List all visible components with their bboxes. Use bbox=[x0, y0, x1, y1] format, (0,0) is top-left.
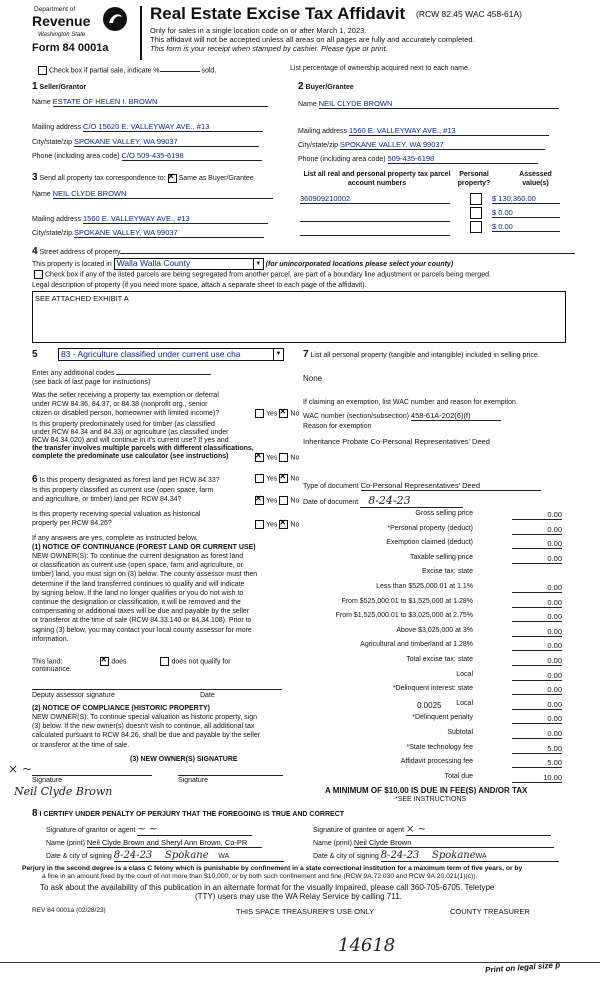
fee-value[interactable]: 0.00 bbox=[512, 700, 562, 710]
forest-yes-checkbox[interactable] bbox=[255, 474, 264, 483]
timber-yes-no: ✕ Yes No bbox=[253, 453, 299, 462]
personal-checkbox-2[interactable] bbox=[470, 207, 482, 219]
timber-q-line5: complete the predominate use calculator (see instructions) bbox=[32, 453, 229, 460]
seller-mail-row: Mailing address C/O 15620 E. VALLEYWAY AVE., #13 bbox=[32, 122, 263, 132]
wac-row: WAC number (section/subsection) 458-61A-202(6)(f) bbox=[303, 411, 501, 421]
forest-no-checkbox[interactable] bbox=[279, 474, 288, 483]
legal-desc-label: Legal description of property (if you need more space, attach a separate sheet to each page of the affidavit). bbox=[32, 282, 367, 289]
grantee-date-row: Date & city of signing 8-24-23 SpokaneWA bbox=[313, 850, 559, 862]
parcel-number-3[interactable] bbox=[300, 226, 450, 236]
historic-q-line2: property per RCW 84.26? bbox=[32, 520, 112, 527]
fee-value[interactable]: 0.00 bbox=[512, 583, 562, 593]
additional-codes-row: Enter any additional codes bbox=[32, 370, 211, 377]
reason-label: Reason for exemption bbox=[303, 423, 372, 430]
fee-label: Taxable selling price bbox=[409, 553, 473, 561]
continuance-line: timber) land, you must sign on (3) below. The county assessor must then bbox=[32, 571, 258, 579]
parcel-number-1[interactable]: 360909210002 bbox=[300, 194, 450, 204]
county-select[interactable]: Walla Walla County ▼ bbox=[114, 258, 264, 270]
continuance-label: continuance. bbox=[32, 666, 72, 673]
parcel-col-header: List all real and personal property tax parcel account numbers bbox=[303, 171, 451, 187]
grantor-date-field[interactable]: 8-24-23 Spokane WA bbox=[114, 850, 284, 862]
assessed-value-1[interactable]: $ 130,360.00 bbox=[492, 194, 560, 204]
continuance-line: by signing below. If the land no longer qualifies or you do not wish to bbox=[32, 589, 244, 597]
new-owner-sig-title: (3) NEW OWNER(S) SIGNATURE bbox=[130, 756, 238, 763]
fee-label: Gross selling price bbox=[415, 510, 473, 517]
section-3-heading: 3 Send all property tax correspondence to:✕ Same as Buyer/Grantee bbox=[32, 172, 254, 183]
fee-value[interactable]: 0.00 bbox=[512, 641, 562, 651]
fee-label: *Delinquent interest: state bbox=[392, 685, 473, 693]
fee-label: Exemption claimed (deduct) bbox=[386, 539, 473, 547]
compliance-line: calculated pursuant to RCW 84.26, shall be due and payable by the seller bbox=[32, 732, 261, 740]
fee-label: Local bbox=[456, 670, 473, 678]
fee-value[interactable]: 0.00 bbox=[512, 525, 562, 535]
partial-sale-label: Check box if partial sale, indicate % bbox=[49, 67, 160, 75]
grantee-sig-row: Signature of grantee or agent × ~ bbox=[313, 824, 551, 836]
continuance-line: or transferor at the time of sale (RCW 84.33.140 or 84.34.108). Prior to bbox=[32, 617, 252, 625]
fee-label: From $525,000.01 to $1,525,000 at 1.28% bbox=[341, 597, 473, 605]
seller-mail-field[interactable]: C/O 15620 E. VALLEYWAY AVE., #13 bbox=[83, 122, 263, 132]
print-legal-note: Print on legal size p bbox=[484, 960, 561, 975]
fee-value[interactable]: 0.00 bbox=[512, 510, 562, 520]
grantor-signature-field[interactable]: ~ ~ bbox=[137, 824, 252, 836]
new-owner-sig-line-1[interactable] bbox=[32, 775, 152, 776]
timber-q-line2: under RCW 84.34 and 84.33) or agriculture (as classified under bbox=[32, 429, 229, 436]
tax-mail-row: Mailing address 1560 E. VALLEYWAY AVE., #13 bbox=[32, 214, 268, 224]
buyer-name-field[interactable]: NEIL CLYDE BROWN bbox=[319, 99, 559, 109]
does-qualify-checkbox[interactable] bbox=[100, 657, 109, 666]
seller-phone-field[interactable]: C/O 509-435-6198 bbox=[122, 151, 262, 161]
segregation-row: Check box if any of the listed parcels are being segregated from another parcel, are part of a boundary line adjustment or parcels being merged. bbox=[32, 270, 491, 279]
grantee-print-row: Name (print) Neil Clyde Brown bbox=[313, 838, 554, 848]
grantor-date-row: Date & city of signing 8-24-23 Spokane WA bbox=[46, 850, 284, 862]
exemption-yes-no: Yes✕ No bbox=[253, 409, 299, 418]
fee-label: Affidavit processing fee bbox=[400, 758, 473, 766]
fee-value[interactable]: 0.00 bbox=[512, 627, 562, 637]
current-use-q-line1: Is this property classified as current use (open space, farm bbox=[32, 487, 214, 494]
see-back-label: (see back of last page for instructions) bbox=[32, 379, 151, 386]
county-treasurer-label: COUNTY TREASURER bbox=[450, 907, 530, 916]
fee-label: *Personal property (deduct) bbox=[387, 524, 473, 532]
street-address-field[interactable] bbox=[120, 253, 575, 254]
continuance-title: (1) NOTICE OF CONTINUANCE (FOREST LAND OR CURRENT USE) bbox=[32, 544, 256, 551]
doc-date-field[interactable]: 8-24-23 bbox=[360, 494, 463, 508]
if-any-yes-note: If any answers are yes, complete as instructed below. bbox=[32, 535, 198, 542]
exemption-yes-checkbox[interactable] bbox=[255, 409, 264, 418]
fee-label: Subtotal bbox=[447, 729, 473, 736]
fee-label: *Delinquent penalty bbox=[412, 714, 473, 722]
historic-yes-no: Yes✕ No bbox=[253, 520, 299, 529]
continuance-line: or classification as current use (open space, farm and agriculture, or bbox=[32, 562, 243, 570]
grantee-signature-field[interactable]: × ~ bbox=[406, 824, 551, 836]
perjury-line-1: Perjury in the second degree is a class C felony which is punishable by confinement in a state correctional institution for a maximum term of five years, or by bbox=[22, 865, 523, 872]
fee-label: *State technology fee bbox=[406, 743, 473, 751]
buyer-phone-row: Phone (including area code) 509-435-6198 bbox=[298, 154, 538, 164]
fee-value[interactable]: 0.00 bbox=[512, 671, 562, 681]
continuance-line: NEW OWNER(S): To continue the current designation as forest land bbox=[32, 553, 244, 560]
buyer-city-row: City/state/zip SPOKANE VALLEY, WA 99037 bbox=[298, 140, 545, 150]
dor-logo bbox=[28, 4, 128, 62]
personal-property-value[interactable]: None bbox=[303, 374, 323, 383]
continuance-line: information. bbox=[32, 635, 69, 643]
fee-value[interactable]: 10.00 bbox=[512, 773, 562, 783]
section-8-heading: 8 I CERTIFY UNDER PENALTY OF PERJURY THAT THE FOREGOING IS TRUE AND CORRECT bbox=[32, 808, 345, 819]
rev-label: REV 84 0001a (02/28/23) bbox=[32, 907, 106, 914]
seller-city-row: City/state/zip SPOKANE VALLEY, WA 99037 bbox=[32, 137, 259, 147]
this-land-row: This land: ✕ does does not qualify for bbox=[32, 657, 231, 666]
doc-date-row: Date of document 8-24-23 bbox=[303, 494, 463, 508]
fee-value[interactable]: 0.00 bbox=[512, 729, 562, 739]
parcel-number-2[interactable] bbox=[300, 212, 450, 222]
doc-type-field[interactable]: Co-Personal Representatives' Deed bbox=[361, 481, 541, 491]
stamp-number: 14618 bbox=[338, 935, 396, 956]
see-instructions-note: *SEE INSTRUCTIONS bbox=[395, 796, 467, 803]
compliance-line: or transferor at the time of sale. bbox=[32, 741, 130, 749]
section-5-number: 5 bbox=[32, 349, 38, 360]
section-1-heading: 1 Seller/Grantor bbox=[32, 81, 87, 92]
exemption-q-line2: under RCW 84.36, 84.37, or 84.38 (nonprofit org., senior bbox=[32, 401, 208, 408]
partial-sale-row bbox=[36, 66, 216, 75]
seller-name-row: Name ESTATE OF HELEN I. BROWN bbox=[32, 97, 268, 107]
compliance-line: (3) below. If the new owner(s) doesn't wish to continue, all additional tax bbox=[32, 723, 255, 731]
section-4-street: 4 Street address of property bbox=[32, 246, 575, 257]
same-as-buyer-checkbox[interactable] bbox=[168, 174, 177, 183]
perjury-line-2: a fine in an amount fixed by the court of not more than $10,000, or by both such confinement and fine (RCW 9A.72.030 and RCW 9A.20.021(1)(c)). bbox=[42, 873, 478, 880]
exemption-no-checkbox[interactable] bbox=[279, 409, 288, 418]
form-title: Real Estate Excise Tax Affidavit bbox=[150, 4, 406, 23]
buyer-city-field[interactable]: SPOKANE VALLEY, WA 99037 bbox=[340, 140, 545, 150]
assessed-value-2[interactable]: $ 0.00 bbox=[492, 208, 560, 218]
assessed-value-3[interactable]: $ 0.00 bbox=[492, 222, 560, 232]
doc-type-row: Type of document Co-Personal Representatives' Deed bbox=[303, 481, 541, 491]
fee-value[interactable]: 0.00 bbox=[512, 598, 562, 608]
legal-desc-box[interactable] bbox=[32, 291, 566, 343]
fee-value[interactable]: 0.00 bbox=[512, 539, 562, 549]
fee-value[interactable]: 0.00 bbox=[512, 656, 562, 666]
buyer-mail-row: Mailing address 1560 E. VALLEYWAY AVE., #13 bbox=[298, 126, 549, 136]
treasurer-use-label: THIS SPACE TREASURER'S USE ONLY bbox=[236, 907, 375, 916]
partial-sale-checkbox[interactable] bbox=[38, 66, 47, 75]
grantee-date-field[interactable]: 8-24-23 SpokaneWA bbox=[381, 850, 559, 862]
continuance-line: signing (3) below, you may contact your local county assessor for more bbox=[32, 626, 252, 634]
current-use-yes-no: ✕ Yes No bbox=[253, 496, 299, 505]
fee-value[interactable]: 5.00 bbox=[512, 744, 562, 754]
fee-label: Excise tax: state bbox=[422, 568, 473, 576]
ownership-note: List percentage of ownership acquired next to each name. bbox=[290, 65, 470, 72]
dept-label: Department of bbox=[34, 6, 76, 13]
revenue-label: Revenue bbox=[32, 13, 91, 29]
continuance-line: continue the designation or classification, it will be removed and the bbox=[32, 599, 241, 606]
current-use-no-checkbox[interactable] bbox=[279, 496, 288, 505]
tax-name-field[interactable]: NEIL CLYDE BROWN bbox=[53, 189, 273, 199]
personal-checkbox-3[interactable] bbox=[470, 221, 482, 233]
seller-phone-row: Phone (including area code) C/O 509-435-6198 bbox=[32, 151, 262, 161]
additional-codes-field[interactable] bbox=[116, 374, 211, 375]
signature-label-1: Signature bbox=[32, 777, 62, 784]
compliance-line: NEW OWNER(S): To continue special valuation as historic property, sign bbox=[32, 714, 257, 721]
timber-q-line4: the transfer involves multiple parcels with different classifications, bbox=[32, 445, 254, 452]
partial-percent-field[interactable] bbox=[160, 71, 200, 72]
claim-exemption-note: If claiming an exemption, list WAC number and reason for exemption. bbox=[303, 399, 518, 406]
buyer-phone-field[interactable]: 509-435-6198 bbox=[388, 154, 538, 164]
new-owner-signature-mark: × ~ bbox=[8, 762, 32, 776]
legal-desc-text: SEE ATTACHED EXHIBIT A bbox=[35, 294, 129, 303]
dropdown-arrow-icon: ▼ bbox=[253, 259, 263, 269]
land-use-select[interactable] bbox=[58, 348, 284, 361]
local-rate: 0.0025 bbox=[417, 701, 442, 710]
fee-label: Agricultural and timberland at 1.28% bbox=[360, 641, 473, 649]
fee-value[interactable]: 5.00 bbox=[512, 758, 562, 768]
personal-checkbox-1[interactable] bbox=[470, 193, 482, 205]
deputy-sig-label: Deputy assessor signature bbox=[32, 692, 115, 699]
minimum-due-note: A MINIMUM OF $10.00 IS DUE IN FEE(S) AND/OR TAX bbox=[325, 786, 528, 795]
sold-label: sold. bbox=[201, 67, 217, 75]
county-row: This property is located in Walla Walla County ▼ (for unincorporated locations please select your county) bbox=[32, 258, 454, 268]
fee-label: Local bbox=[456, 699, 473, 707]
form-number: Form 84 0001a bbox=[32, 42, 109, 54]
does-not-qualify-checkbox[interactable] bbox=[160, 657, 169, 666]
segregation-checkbox[interactable] bbox=[34, 270, 43, 279]
new-owner-printed-hand: Neil Clyde Brown bbox=[14, 785, 113, 798]
fee-value[interactable]: 0.00 bbox=[512, 612, 562, 622]
fee-label: Total excise tax: state bbox=[406, 656, 473, 663]
seller-name-field[interactable]: ESTATE OF HELEN I. BROWN bbox=[53, 97, 268, 107]
continuance-line: determine if the land transferred continues to qualify and will indicate bbox=[32, 580, 245, 588]
exemption-q-line3: citizen or disabled person, homeowner with limited income)? bbox=[32, 410, 220, 417]
fee-label: Above $3,025,000 at 3% bbox=[396, 626, 473, 634]
deputy-date-label: Date bbox=[200, 692, 215, 699]
grantor-print-row: Name (print) Neil Clyde Brown and Sheryl Ann Brown, Co-PR bbox=[46, 838, 262, 848]
logo-swirl-icon bbox=[102, 6, 128, 32]
fee-label: Total due bbox=[444, 772, 473, 780]
tax-city-row: City/state/zip SPOKANE VALLEY, WA 99037 bbox=[32, 228, 264, 238]
wac-field[interactable]: 458-61A-202(6)(f) bbox=[411, 411, 501, 421]
section-7-heading: 7 List all personal property (tangible and intangible) included in selling price. bbox=[303, 349, 540, 360]
header-note-3: This form is your receipt when stamped by cashier. Please type or print. bbox=[150, 44, 388, 53]
header-note-1: Only for sales in a single location code on or after March 1, 2023. bbox=[150, 26, 367, 35]
current-use-yes-checkbox[interactable] bbox=[255, 496, 264, 505]
personal-col-header: Personal property? bbox=[457, 171, 491, 187]
historic-q-line1: Is this property receiving special valuation as historical bbox=[32, 511, 201, 518]
alt-format-line-2: (TTY) users may use the WA Relay Service by calling 711. bbox=[195, 892, 402, 901]
header-note-2: This affidavit will not be accepted unless all areas on all pages are fully and accurately completed. bbox=[150, 35, 475, 44]
signature-label-2: Signature bbox=[178, 777, 208, 784]
fee-value[interactable]: 0.00 bbox=[512, 685, 562, 695]
buyer-name-row: Name NEIL CLYDE BROWN bbox=[298, 99, 559, 109]
tax-mail-field[interactable]: 1560 E. VALLEYWAY AVE., #13 bbox=[83, 214, 268, 224]
section-2-heading: 2 Buyer/Grantee bbox=[298, 81, 354, 92]
timber-q-line1: Is this property predominately used for timber (as classified bbox=[32, 421, 215, 428]
dropdown-arrow-icon: ▼ bbox=[273, 349, 283, 360]
grantee-print-field[interactable]: Neil Clyde Brown bbox=[354, 838, 554, 848]
tax-name-row: Name NEIL CLYDE BROWN bbox=[32, 189, 273, 199]
forest-yes-no: Yes✕ No bbox=[253, 474, 299, 483]
current-use-q-line2: and agriculture, or timber) land per RCW 84.34? bbox=[32, 496, 182, 503]
continuance-line: compensating or additional taxes will be due and payable by the seller bbox=[32, 608, 250, 616]
fee-label: From $1,525,000.01 to $3,025,000 at 2.75% bbox=[335, 612, 473, 620]
timber-yes-checkbox[interactable] bbox=[255, 453, 264, 462]
tax-city-field[interactable]: SPOKANE VALLEY, WA 99037 bbox=[74, 228, 264, 238]
buyer-mail-field[interactable]: 1560 E. VALLEYWAY AVE., #13 bbox=[349, 126, 549, 136]
fee-value[interactable]: 0.00 bbox=[512, 714, 562, 724]
timber-q-line3: RCW 84.34.020) and will continue in it's current use? If yes and bbox=[32, 437, 229, 444]
header-divider bbox=[140, 6, 142, 60]
grantor-print-field[interactable]: Neil Clyde Brown and Sheryl Ann Brown, Co-PR bbox=[87, 838, 262, 848]
fee-label: Less than $525,000.01 at 1.1% bbox=[376, 583, 473, 590]
reason-field[interactable]: Inheritance Probate Co-Personal Representatives' Deed bbox=[303, 437, 490, 446]
timber-no-checkbox[interactable] bbox=[279, 453, 288, 462]
fee-value[interactable]: 0.00 bbox=[512, 554, 562, 564]
form-rcw: (RCW 82.45 WAC 458-61A) bbox=[416, 9, 522, 19]
section-6-q1: 6 Is this property designated as forest land per RCW 84.33? bbox=[32, 474, 220, 485]
compliance-title: (2) NOTICE OF COMPLIANCE (HISTORIC PROPERTY) bbox=[32, 705, 210, 712]
seller-city-field[interactable]: SPOKANE VALLEY, WA 99037 bbox=[74, 137, 259, 147]
state-label: Washington State bbox=[38, 32, 86, 38]
assessed-col-header: Assessed value(s) bbox=[519, 171, 552, 187]
land-use-value: 83 - Agriculture classified under current use cha bbox=[61, 349, 241, 359]
exemption-q-line1: Was the seller receiving a property tax exemption or deferral bbox=[32, 392, 219, 399]
grantor-sig-row: Signature of grantor or agent ~ ~ bbox=[46, 824, 252, 836]
alt-format-line-1: To ask about the availability of this publication in an alternate format for the visually impaired, please call 360-705-6705. Teletype bbox=[40, 883, 495, 892]
